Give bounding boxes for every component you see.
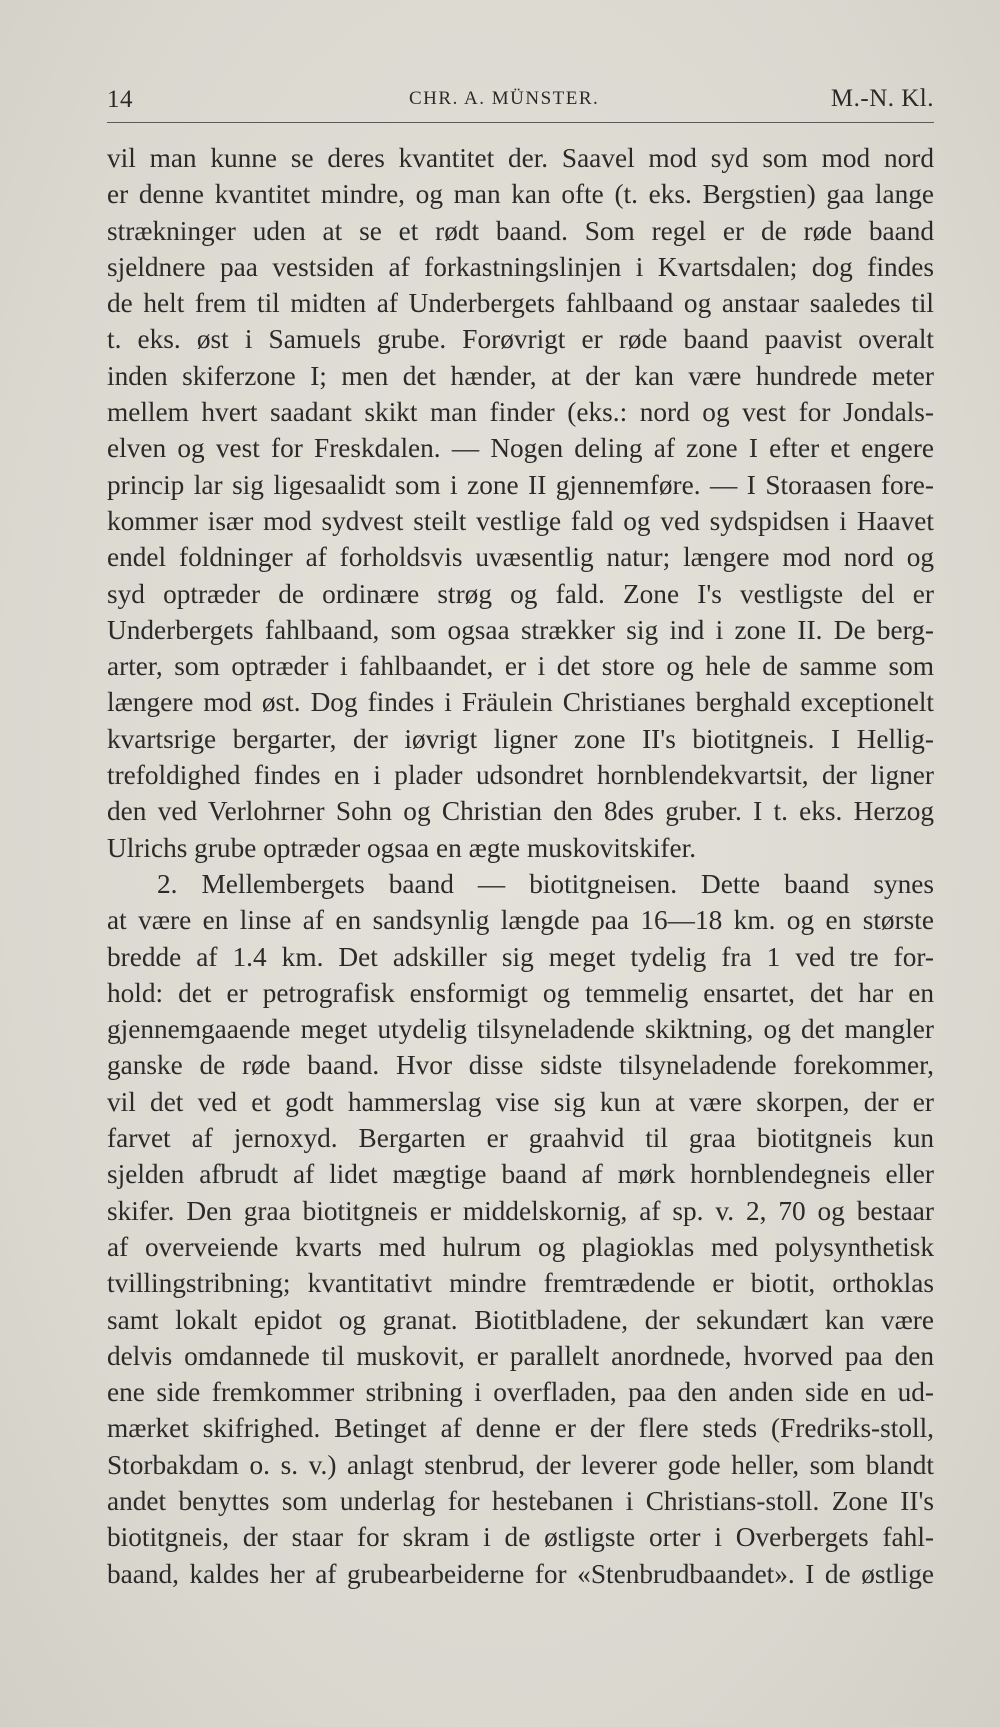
text-line: Ulrichs grube optræder ogsaa en ægte muskovitskifer. [107,832,697,863]
text-line: delvis omdannede til muskovit, er parallelt anordnede, hvorved paa den [107,1340,934,1371]
running-head-section: M.-N. Kl. [830,85,934,112]
text-line: bredde af 1.4 km. Det adskiller sig meget tydelig fra 1 ved tre for- [107,941,934,972]
text-line: skifer. Den graa biotitgneis er middelskornig, af sp. v. 2, 70 og bestaar [107,1195,934,1226]
text-line: biotitgneis, der staar for skram i de østligste orter i Overbergets fahl- [107,1522,934,1553]
text-line: t. eks. øst i Samuels grube. Forøvrigt er røde baand paavist overalt [107,324,934,355]
text-line: gjennemgaaende meget utydelig tilsyneladende skiktning, og det mangler [107,1014,934,1045]
text-line: af overveiende kvarts med hulrum og plagioklas med polysynthetisk [107,1231,934,1262]
text-line: baand, kaldes her af grubearbeiderne for «Stenbrudbaandet». I de østlige [107,1558,934,1589]
running-head-author: CHR. A. MÜNSTER. [409,88,600,109]
text-line: arter, som optræder i fahlbaandet, er i det store og hele de samme som [107,651,934,682]
text-line: ganske de røde baand. Hvor disse sidste tilsyneladende forekommer, [107,1050,934,1081]
text-line: kommer især mod sydvest steilt vestlige fald og ved sydspidsen i Haavet [107,505,934,536]
page-number: 14 [107,86,133,113]
text-line: strækninger uden at se et rødt baand. Som regel er de røde baand [107,215,934,246]
body-text [107,140,934,1592]
text-line: princip lar sig ligesaalidt som i zone II gjennemføre. — I Storaasen fore- [107,469,934,500]
text-line: er denne kvantitet mindre, og man kan ofte (t. eks. Bergstien) gaa lange [107,179,934,210]
text-line: Underbergets fahlbaand, som ogsaa strækker sig ind i zone II. De berg- [107,614,934,645]
text-line: trefoldighed findes en i plader udsondret hornblendekvartsit, der ligner [107,760,934,791]
text-line: sjeldnere paa vestsiden af forkastningslinjen i Kvartsdalen; dog findes [107,251,934,282]
text-line: ene side fremkommer stribning i overfladen, paa den anden side en ud- [107,1377,934,1408]
text-line: at være en linse af en sandsynlig længde paa 16—18 km. og en største [107,905,934,936]
text-line: vil man kunne se deres kvantitet der. Saavel mod syd som mod nord [107,143,934,173]
text-line: vil det ved et godt hammerslag vise sig kun at være skorpen, der er [107,1086,934,1117]
text-line: længere mod øst. Dog findes i Fräulein Christianes berghald exceptionelt [107,687,934,718]
text-line: endel foldninger af forholdsvis uvæsentlig natur; længere mod nord og [107,542,934,573]
text-line: Storbakdam o. s. v.) anlagt stenbrud, der leverer gode heller, som blandt [107,1449,934,1480]
text-line: den ved Verlohrner Sohn og Christian den 8des gruber. I t. eks. Herzog [107,796,934,827]
text-line: tvillingstribning; kvantitativt mindre fremtrædende er biotit, orthoklas [107,1268,934,1299]
text-line: inden skiferzone I; men det hænder, at der kan være hundrede meter [107,360,934,391]
text-line: mellem hvert saadant skikt man finder (eks.: nord og vest for Jondals- [107,397,934,428]
text-line: elven og vest for Freskdalen. — Nogen deling af zone I efter et engere [107,433,934,464]
text-line: hold: det er petrografisk ensformigt og temmelig ensartet, det har en [107,977,934,1008]
text-line: andet benyttes som underlag for hestebanen i Christians-stoll. Zone II's [107,1485,934,1516]
text-line: sjelden afbrudt af lidet mægtige baand af mørk hornblendegneis eller [107,1159,934,1190]
running-header [107,80,934,123]
text-line: kvartsrige bergarter, der iøvrigt ligner zone II's biotitgneis. I Hellig- [107,723,934,754]
text-line: samt lokalt epidot og granat. Biotitbladene, der sekundært kan være [107,1304,934,1335]
text-line: mærket skifrighed. Betinget af denne er der flere steds (Fredriks-stoll, [107,1413,934,1444]
text-line: farvet af jernoxyd. Bergarten er graahvid til graa biotitgneis kun [107,1123,934,1154]
text-line: syd optræder de ordinære strøg og fald. Zone I's vestligste del er [107,578,934,609]
text-line: de helt frem til midten af Underbergets fahlbaand og anstaar saaledes til [107,288,934,319]
section-heading-line: 2. Mellembergets baand — biotitgneisen. Dette baand synes [157,868,934,899]
